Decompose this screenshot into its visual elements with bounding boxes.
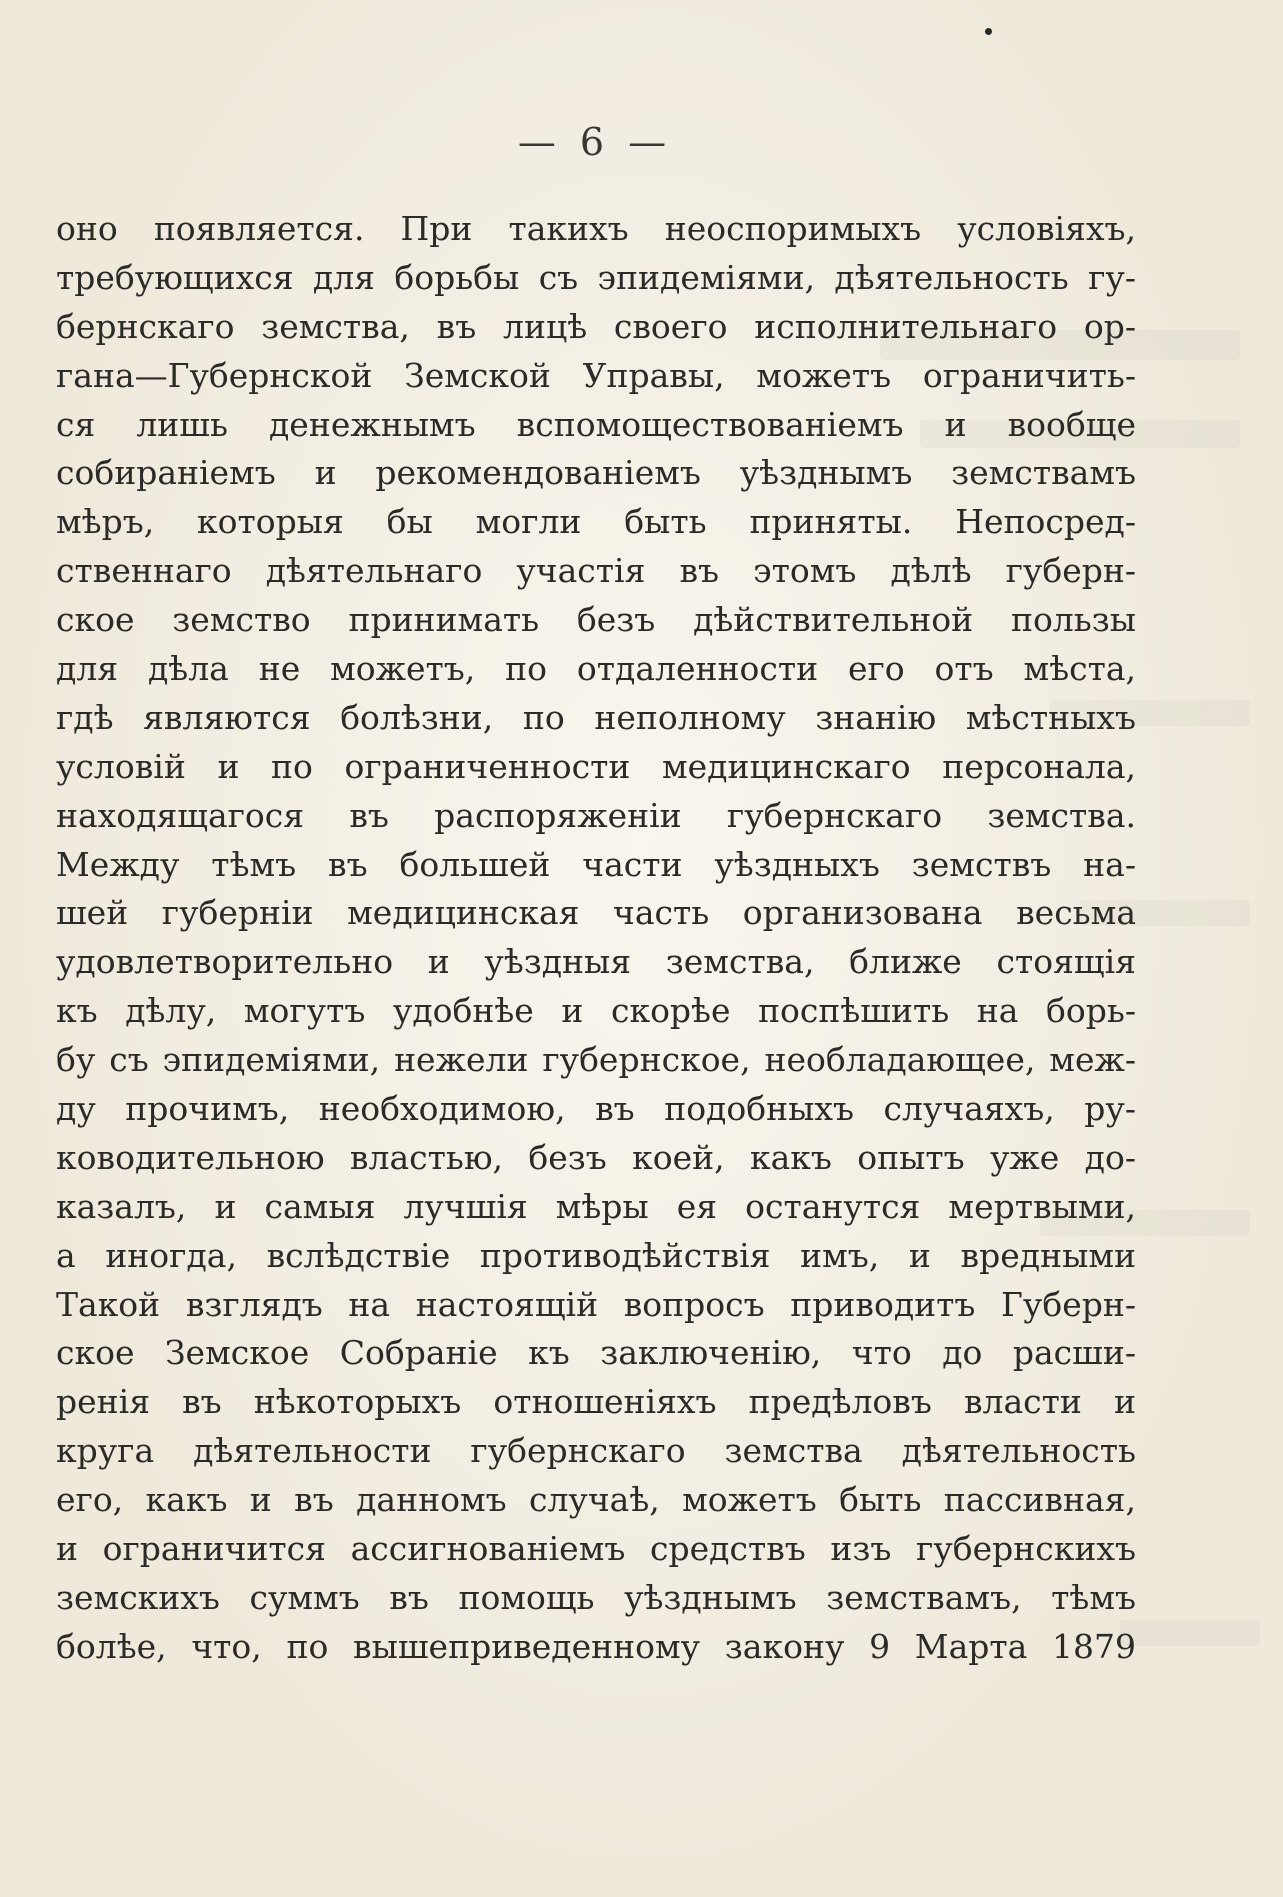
- text-line: ское Земское Собраніе къ заключенію, что до расши-: [56, 1333, 1136, 1373]
- text-line: находящагося въ распоряженіи губернскаго земства.: [56, 795, 1136, 835]
- text-line: казалъ, и самыя лучшія мѣры ея останутся мертвыми,: [56, 1186, 1136, 1226]
- text-line: собираніемъ и рекомендованіемъ уѣзднымъ земствамъ: [56, 453, 1136, 493]
- page-number: — 6 —: [517, 120, 673, 164]
- text-line: его, какъ и въ данномъ случаѣ, можетъ быть пассивная,: [56, 1480, 1136, 1520]
- text-line: условій и по ограниченности медицинскаго персонала,: [56, 746, 1136, 786]
- text-line: требующихся для борьбы съ эпидеміями, дѣятельность гу-: [56, 257, 1136, 297]
- text-line: бернскаго земства, въ лицѣ своего исполнительнаго ор-: [56, 306, 1136, 346]
- text-line: земскихъ суммъ въ помощь уѣзднымъ земствамъ, тѣмъ: [56, 1577, 1136, 1617]
- text-line: а иногда, вслѣдствіе противодѣйствія имъ, и вредными: [56, 1235, 1136, 1275]
- body-text: [56, 205, 1136, 1672]
- text-line: ководительною властью, безъ коей, какъ опытъ уже до-: [56, 1137, 1136, 1177]
- text-line: ся лишь денежнымъ вспомоществованіемъ и вообще: [56, 404, 1136, 444]
- text-line: ское земство принимать безъ дѣйствительной пользы: [56, 600, 1136, 640]
- text-line: къ дѣлу, могутъ удобнѣе и скорѣе поспѣшить на борь-: [56, 991, 1136, 1031]
- text-line: оно появляется. При такихъ неоспоримыхъ условіяхъ,: [56, 209, 1136, 248]
- text-line: Между тѣмъ въ большей части уѣздныхъ земствъ на-: [56, 844, 1136, 884]
- text-line: ду прочимъ, необходимою, въ подобныхъ случаяхъ, ру-: [56, 1089, 1136, 1129]
- text-line: ренія въ нѣкоторыхъ отношеніяхъ предѣловъ власти и: [56, 1382, 1136, 1422]
- text-line: гана—Губернской Земской Управы, можетъ ограничить-: [56, 355, 1136, 395]
- text-line: ственнаго дѣятельнаго участія въ этомъ дѣлѣ губерн-: [56, 551, 1136, 591]
- text-line: бу съ эпидеміями, нежели губернское, необладающее, меж-: [56, 1040, 1136, 1080]
- text-line: удовлетворительно и уѣздныя земства, ближе стоящія: [56, 942, 1136, 982]
- ink-speck: [985, 28, 992, 35]
- text-line: для дѣла не можетъ, по отдаленности его отъ мѣста,: [56, 649, 1136, 689]
- text-line: Такой взглядъ на настоящій вопросъ приводитъ Губерн-: [56, 1284, 1136, 1324]
- text-line: шей губерніи медицинская часть организована весьма: [56, 893, 1136, 933]
- text-line: гдѣ являются болѣзни, по неполному знанію мѣстныхъ: [56, 697, 1136, 737]
- text-line: болѣе, что, по вышеприведенному закону 9 Марта 1879: [56, 1626, 1136, 1666]
- text-line: и ограничится ассигнованіемъ средствъ изъ губернскихъ: [56, 1529, 1136, 1569]
- text-line: круга дѣятельности губернскаго земства дѣятельность: [56, 1431, 1136, 1471]
- text-line: мѣръ, которыя бы могли быть приняты. Непосред-: [56, 502, 1136, 542]
